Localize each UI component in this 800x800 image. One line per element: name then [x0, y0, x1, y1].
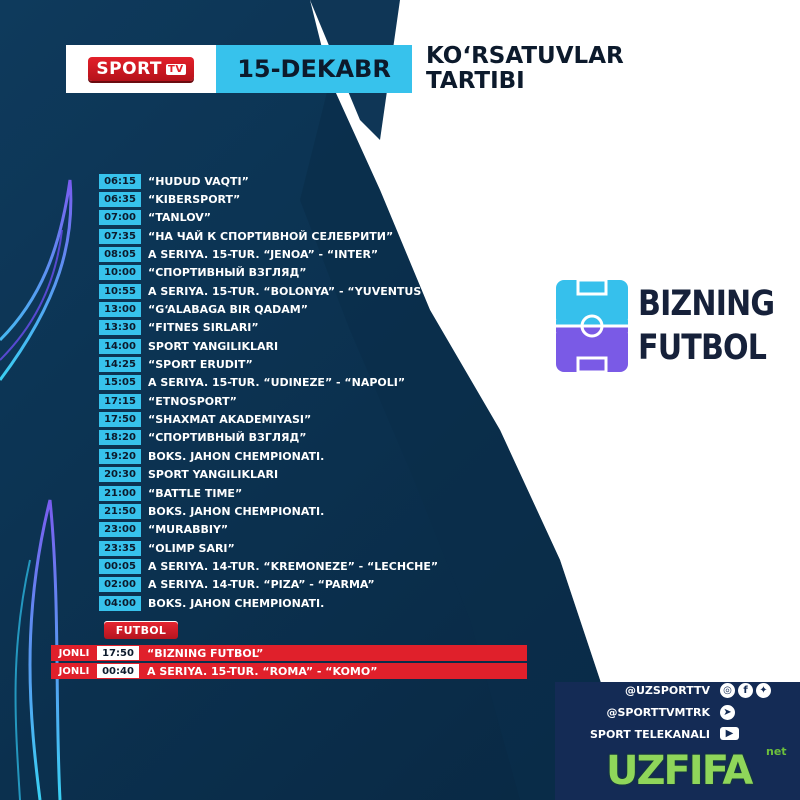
- schedule-row: [99, 466, 438, 484]
- watermark: UZFIFA: [606, 748, 752, 794]
- instagram-icon[interactable]: ◎: [720, 683, 735, 698]
- schedule-time: 02:00: [99, 577, 141, 592]
- schedule-time: 15:05: [99, 375, 141, 390]
- schedule-time: 20:30: [99, 467, 141, 482]
- schedule-row: [99, 227, 438, 245]
- live-program: “BIZNING FUTBOL”: [147, 646, 264, 660]
- schedule-time: 14:00: [99, 339, 141, 354]
- live-time: 17:50: [97, 646, 139, 660]
- schedule-program: “НА ЧАЙ К СПОРТИВНОЙ СЕЛЕБРИТИ”: [148, 229, 394, 243]
- schedule-time: 13:30: [99, 320, 141, 335]
- show-logo-text: [638, 282, 774, 370]
- schedule-program: SPORT YANGILIKLARI: [148, 468, 279, 482]
- show-logo: [556, 280, 796, 372]
- social-icons-row-1: [720, 683, 771, 698]
- watermark-suffix: net: [766, 745, 787, 758]
- schedule-time: 04:00: [99, 596, 141, 611]
- schedule-program: BOKS. JAHON CHEMPIONATI.: [148, 596, 325, 610]
- schedule-row: [99, 447, 438, 465]
- schedule-row: [99, 594, 438, 612]
- schedule-program: A SERIYA. 15-TUR. “UDINEZE” - “NAPOLI”: [148, 376, 406, 390]
- schedule-row: [99, 410, 438, 428]
- schedule-row: [99, 374, 438, 392]
- title-line-1: KO‘RSATUVLAR: [426, 43, 624, 69]
- schedule-time: 17:15: [99, 394, 141, 409]
- schedule-row: [99, 539, 438, 557]
- channel-logo: [66, 45, 216, 93]
- youtube-icon[interactable]: ▶: [720, 727, 739, 740]
- schedule-program: “BATTLE TIME”: [148, 486, 243, 500]
- schedule-program: BOKS. JAHON CHEMPIONATI.: [148, 449, 325, 463]
- football-pitch-icon: [556, 280, 628, 372]
- schedule-program: A SERIYA. 14-TUR. “KREMONEZE” - “LECHCHE”: [148, 559, 439, 573]
- schedule-time: 00:05: [99, 559, 141, 574]
- schedule-program: “SHAXMAT AKADEMIYASI”: [148, 413, 312, 427]
- schedule-row: [99, 190, 438, 208]
- schedule-list: [99, 172, 438, 612]
- header-bar: [66, 45, 624, 93]
- schedule-time: 07:35: [99, 229, 141, 244]
- schedule-time: 10:55: [99, 284, 141, 299]
- schedule-program: “G‘ALABAGA BIR QADAM”: [148, 303, 308, 317]
- schedule-row: [99, 484, 438, 502]
- schedule-row: [99, 245, 438, 263]
- page-title: [426, 45, 624, 93]
- schedule-program: “FITNES SIRLARI”: [148, 321, 259, 335]
- schedule-time: 17:50: [99, 412, 141, 427]
- logo-suffix: TV: [168, 63, 184, 75]
- schedule-program: “HUDUD VAQTI”: [148, 174, 249, 188]
- social-telegram-handle[interactable]: @SPORTTVMTRK: [606, 706, 710, 719]
- schedule-time: 18:20: [99, 430, 141, 445]
- live-program: A SERIYA. 15-TUR. “ROMA” - “KOMO”: [147, 664, 378, 678]
- schedule-program: “СПОРТИВНЫЙ ВЗГЛЯД”: [148, 431, 307, 445]
- twitter-icon[interactable]: ✦: [756, 683, 771, 698]
- schedule-row: [99, 502, 438, 520]
- title-line-2: TARTIBI: [426, 68, 525, 94]
- live-tag: JONLI: [58, 647, 90, 659]
- schedule-row: [99, 319, 438, 337]
- schedule-time: 06:15: [99, 174, 141, 189]
- schedule-time: 23:35: [99, 541, 141, 556]
- social-icons-row-2: [720, 705, 735, 720]
- schedule-time: 13:00: [99, 302, 141, 317]
- schedule-row: [99, 209, 438, 227]
- schedule-program: A SERIYA. 14-TUR. “PIZA” - “PARMA”: [148, 578, 375, 592]
- schedule-program: A SERIYA. 15-TUR. “JENOA” - “INTER”: [148, 248, 379, 262]
- schedule-row: [99, 172, 438, 190]
- schedule-time: 21:50: [99, 504, 141, 519]
- schedule-row: [99, 337, 438, 355]
- schedule-time: 08:05: [99, 247, 141, 262]
- schedule-row: [99, 282, 438, 300]
- schedule-row: [99, 429, 438, 447]
- schedule-program: “OLIMP SARI”: [148, 541, 235, 555]
- telegram-icon[interactable]: ➤: [720, 705, 735, 720]
- show-logo-line-2: FUTBOL: [638, 328, 767, 368]
- show-logo-line-1: BIZNING: [638, 284, 775, 324]
- live-time: 00:40: [97, 664, 139, 678]
- schedule-program: “СПОРТИВНЫЙ ВЗГЛЯД”: [148, 266, 307, 280]
- schedule-row: [99, 557, 438, 575]
- schedule-row: [99, 355, 438, 373]
- schedule-program: “TANLOV”: [148, 211, 212, 225]
- schedule-program: SPORT YANGILIKLARI: [148, 339, 279, 353]
- schedule-row: [99, 521, 438, 539]
- schedule-row: [99, 576, 438, 594]
- schedule-row: [99, 392, 438, 410]
- schedule-time: 14:25: [99, 357, 141, 372]
- schedule-time: 21:00: [99, 486, 141, 501]
- live-row: [51, 645, 527, 661]
- schedule-program: “SPORT ERUDIT”: [148, 358, 253, 372]
- schedule-time: 07:00: [99, 210, 141, 225]
- facebook-icon[interactable]: f: [738, 683, 753, 698]
- futbol-badge: FUTBOL: [104, 621, 178, 639]
- social-instagram-handle[interactable]: @UZSPORTTV: [625, 684, 710, 697]
- logo-text: SPORT: [96, 59, 162, 79]
- schedule-row: [99, 300, 438, 318]
- schedule-program: BOKS. JAHON CHEMPIONATI.: [148, 504, 325, 518]
- social-youtube-handle[interactable]: SPORT TELEKANALI: [589, 728, 710, 741]
- date-label: 15-DEKABR: [216, 45, 412, 93]
- schedule-program: A SERIYA. 15-TUR. “BOLONYA” - “YUVENTUS”: [148, 284, 429, 298]
- schedule-program: “KIBERSPORT”: [148, 193, 241, 207]
- live-row: [51, 663, 527, 679]
- schedule-time: 23:00: [99, 522, 141, 537]
- schedule-time: 19:20: [99, 449, 141, 464]
- live-tag: JONLI: [58, 665, 90, 677]
- schedule-row: [99, 264, 438, 282]
- social-icons-row-3: [720, 727, 739, 740]
- schedule-program: “MURABBIY”: [148, 523, 229, 537]
- live-list: [51, 645, 527, 681]
- schedule-time: 10:00: [99, 265, 141, 280]
- schedule-time: 06:35: [99, 192, 141, 207]
- schedule-program: “ETNOSPORT”: [148, 394, 237, 408]
